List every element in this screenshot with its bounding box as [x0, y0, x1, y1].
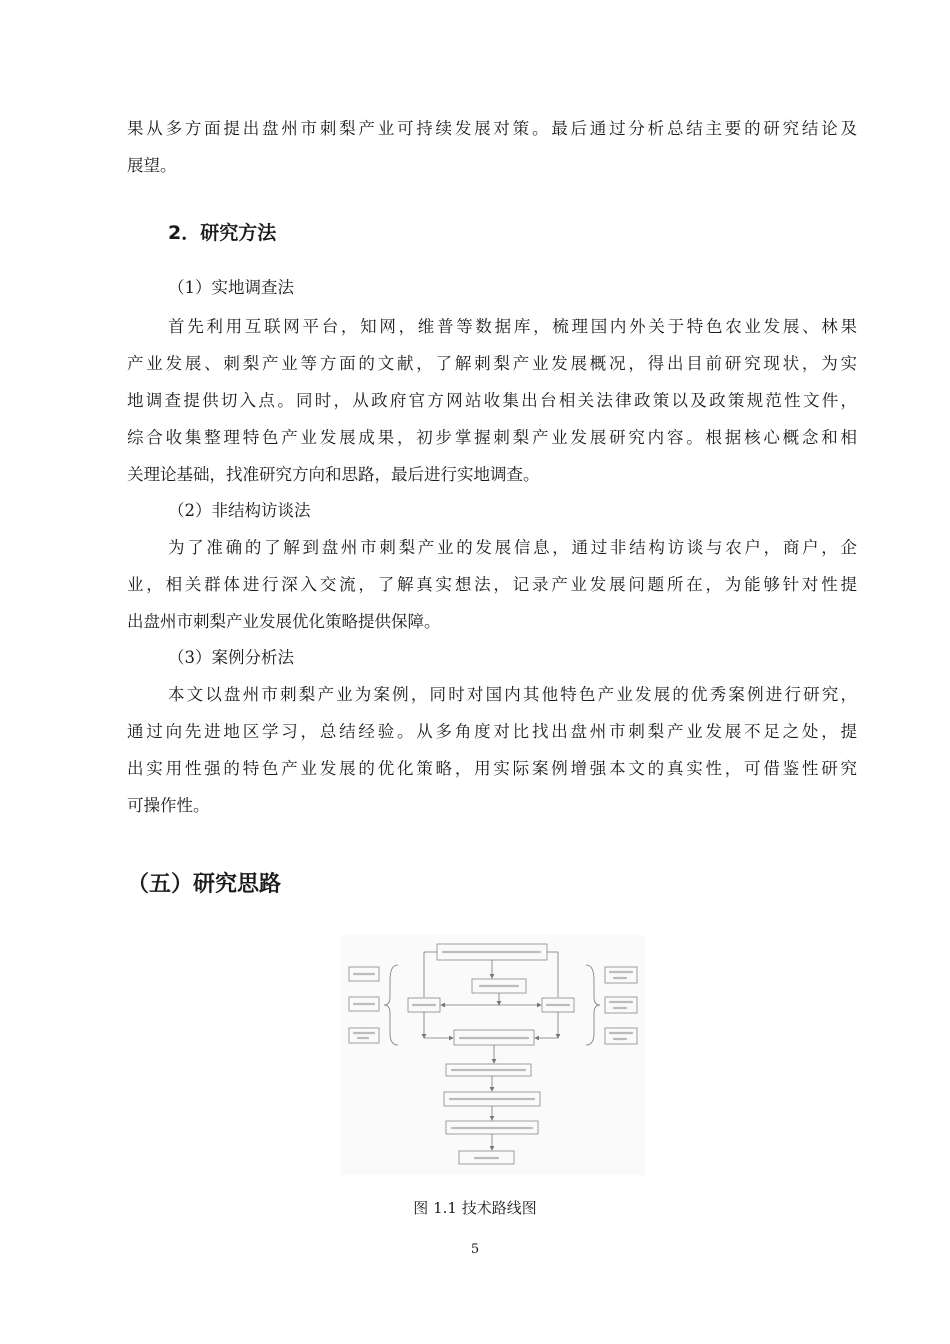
- method-1-line-3: 地调查提供切入点。同时，从政府官方网站收集出台相关法律政策以及政策规范性文件，: [127, 391, 857, 410]
- method-1-line-2: 产业发展、刺梨产业等方面的文献，了解刺梨产业发展概况，得出目前研究现状，为实: [127, 354, 857, 373]
- flow-box-right-1: [605, 967, 637, 983]
- method-2-title: （2）非结构访谈法: [168, 501, 311, 520]
- method-1-line-1: 首先利用互联网平台，知网，维普等数据库，梳理国内外关于特色农业发展、林果: [168, 317, 857, 336]
- flow-box-right-3: [605, 1028, 637, 1044]
- method-3-title: （3）案例分析法: [168, 648, 294, 667]
- method-1-title: （1）实地调查法: [168, 278, 294, 297]
- flow-box-left-3: [349, 1028, 379, 1043]
- method-1-line-5: 关理论基础，找准研究方向和思路，最后进行实地调查。: [127, 465, 540, 484]
- figure-caption: 图 1.1 技术路线图: [413, 1199, 537, 1217]
- page-number: 5: [470, 1242, 480, 1257]
- flow-box-right-2: [605, 997, 637, 1013]
- method-3-line-1: 本文以盘州市刺梨产业为案例，同时对国内其他特色产业发展的优秀案例进行研究，: [168, 685, 857, 704]
- method-3-line-3: 出实用性强的特色产业发展的优化策略，用实际案例增强本文的真实性，可借鉴性研究: [127, 759, 857, 778]
- method-3-line-4: 可操作性。: [127, 796, 210, 815]
- section-heading-research-methods: 2．研究方法: [168, 222, 277, 244]
- method-3-line-2: 通过向先进地区学习，总结经验。从多角度对比找出盘州市刺梨产业发展不足之处，提: [127, 722, 857, 741]
- method-2-line-3: 出盘州市刺梨产业发展优化策略提供保障。: [127, 612, 441, 631]
- technical-roadmap-figure: [340, 935, 645, 1175]
- flowchart-diagram: [340, 935, 645, 1175]
- method-2-line-2: 业，相关群体进行深入交流，了解真实想法，记录产业发展问题所在，为能够针对性提: [127, 575, 857, 594]
- intro-line-1: 果从多方面提出盘州市刺梨产业可持续发展对策。最后通过分析总结主要的研究结论及: [127, 119, 857, 138]
- section-heading-research-approach: （五）研究思路: [127, 872, 282, 897]
- method-2-line-1: 为了准确的了解到盘州市刺梨产业的发展信息，通过非结构访谈与农户，商户，企: [168, 538, 857, 557]
- method-1-line-4: 综合收集整理特色产业发展成果，初步掌握刺梨产业发展研究内容。根据核心概念和相: [127, 428, 857, 447]
- intro-line-2: 展望。: [127, 156, 177, 175]
